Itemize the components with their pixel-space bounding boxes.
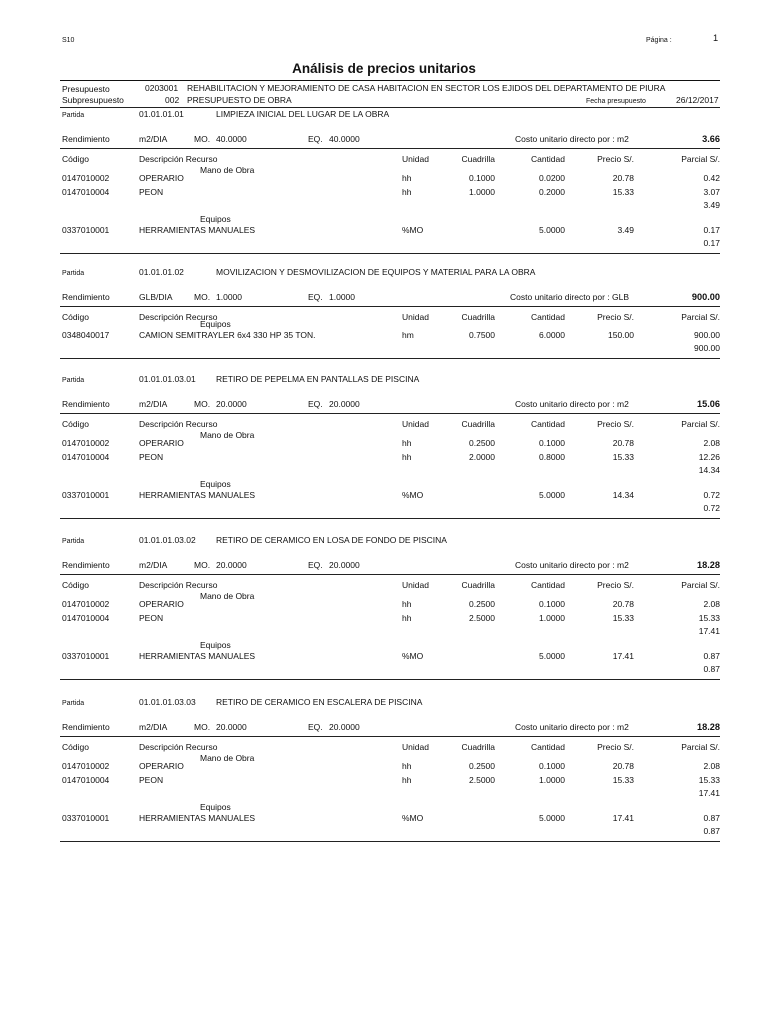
col-header-cantidad: Cantidad (530, 312, 565, 322)
resource-code: 0337010001 (62, 651, 110, 661)
col-header-descripcion: Descripción Recurso (139, 419, 218, 429)
mo-label: MO. (194, 722, 211, 732)
resource-description: PEON (139, 774, 164, 785)
resource-code: 0348040017 (62, 330, 110, 340)
col-header-precio: Precio S/. (597, 580, 634, 590)
col-header-parcial: Parcial S/. (681, 419, 720, 429)
resource-description: PEON (139, 451, 164, 462)
rendimiento-unit: m2/DIA (139, 134, 168, 144)
col-header-unidad: Unidad (402, 419, 429, 429)
resource-unit: hh (402, 774, 412, 785)
mano-obra-total: 17.41 (698, 788, 720, 798)
resource-code: 0147010004 (62, 774, 110, 785)
costo-directo-value: 900.00 (691, 292, 720, 302)
col-header-unidad: Unidad (402, 580, 429, 590)
resource-description: HERRAMIENTAS MANUALES (139, 225, 256, 235)
partida-name: RETIRO DE CERAMICO EN ESCALERA DE PISCINA (216, 697, 423, 707)
eq-value: 20.0000 (329, 560, 360, 570)
resource-cantidad: 1.0000 (539, 774, 565, 785)
resource-precio: 20.78 (612, 438, 634, 448)
resource-precio: 150.00 (608, 330, 634, 340)
page-number: 1 (713, 33, 719, 43)
group-mano-de-obra: Mano de Obra (200, 165, 255, 175)
resource-cantidad: 1.0000 (539, 612, 565, 623)
resource-unit: hh (402, 438, 412, 448)
resource-cuadrilla: 0.7500 (469, 330, 495, 340)
mano-obra-total: 3.49 (703, 200, 720, 210)
col-header-codigo: Código (62, 580, 89, 590)
col-header-cuadrilla: Cuadrilla (461, 419, 495, 429)
partida-end-rule (60, 253, 720, 254)
resource-cantidad: 0.2000 (539, 186, 565, 197)
eq-label: EQ. (308, 560, 323, 570)
resource-cuadrilla: 1.0000 (469, 186, 495, 197)
resource-cantidad: 0.1000 (539, 761, 565, 771)
group-equipos: Equipos (200, 319, 231, 329)
col-header-cuadrilla: Cuadrilla (461, 580, 495, 590)
costo-directo-value: 3.66 (702, 134, 720, 144)
resource-code: 0337010001 (62, 813, 110, 823)
resource-parcial: 3.07 (703, 186, 720, 197)
fecha-value: 26/12/2017 (676, 95, 719, 105)
resource-precio: 3.49 (617, 225, 634, 235)
partida-label: Partida (62, 538, 85, 545)
resource-parcial: 0.17 (703, 225, 720, 235)
page-label: Página : (646, 37, 672, 44)
resource-parcial: 900.00 (694, 330, 720, 340)
header-bottom-rule (60, 107, 720, 108)
resource-precio: 17.41 (612, 651, 634, 661)
costo-directo-value: 15.06 (697, 399, 720, 409)
col-header-cuadrilla: Cuadrilla (461, 154, 495, 164)
resource-precio: 15.33 (612, 451, 634, 462)
eq-label: EQ. (308, 134, 323, 144)
resource-cantidad: 0.0200 (539, 173, 565, 183)
resource-cantidad: 5.0000 (539, 813, 565, 823)
resource-unit: hh (402, 761, 412, 771)
resource-code: 0337010001 (62, 490, 110, 500)
col-header-codigo: Código (62, 154, 89, 164)
resource-cantidad: 6.0000 (539, 330, 565, 340)
col-header-precio: Precio S/. (597, 154, 634, 164)
partida-label: Partida (62, 377, 85, 384)
col-header-cantidad: Cantidad (530, 419, 565, 429)
partida-end-rule (60, 679, 720, 680)
subpresupuesto-name: PRESUPUESTO DE OBRA (187, 95, 292, 105)
partida-label: Partida (62, 112, 85, 119)
resource-code: 0337010001 (62, 225, 110, 235)
col-header-codigo: Código (62, 742, 89, 752)
col-header-codigo: Código (62, 312, 89, 322)
col-header-unidad: Unidad (402, 312, 429, 322)
resource-code: 0147010004 (62, 451, 110, 462)
resource-parcial: 12.26 (698, 451, 720, 462)
group-mano-de-obra: Mano de Obra (200, 753, 255, 763)
resource-parcial: 0.72 (703, 490, 720, 500)
resource-unit: hh (402, 599, 412, 609)
mo-value: 20.0000 (216, 399, 247, 409)
resource-unit: hh (402, 186, 412, 197)
rendimiento-unit: m2/DIA (139, 399, 168, 409)
partida-divider (60, 148, 720, 149)
col-header-descripcion: Descripción Recurso (139, 312, 218, 322)
resource-cantidad: 0.8000 (539, 451, 565, 462)
resource-unit: %MO (402, 813, 424, 823)
col-header-cantidad: Cantidad (530, 154, 565, 164)
col-header-unidad: Unidad (402, 154, 429, 164)
resource-cantidad: 5.0000 (539, 651, 565, 661)
group-equipos: Equipos (200, 802, 231, 812)
partida-code: 01.01.01.02 (139, 267, 184, 277)
resource-unit: %MO (402, 490, 424, 500)
resource-cuadrilla: 2.5000 (469, 774, 495, 785)
equipos-total: 900.00 (694, 343, 720, 353)
resource-parcial: 0.87 (703, 813, 720, 823)
partida-code: 01.01.01.03.03 (139, 697, 196, 707)
mo-value: 1.0000 (216, 292, 242, 302)
equipos-total: 0.87 (703, 826, 720, 836)
costo-directo-label: Costo unitario directo por : m2 (515, 722, 629, 732)
resource-code: 0147010002 (62, 761, 110, 771)
resource-unit: hm (402, 330, 414, 340)
col-header-cuadrilla: Cuadrilla (461, 312, 495, 322)
resource-cantidad: 5.0000 (539, 490, 565, 500)
mo-label: MO. (194, 134, 211, 144)
col-header-parcial: Parcial S/. (681, 742, 720, 752)
mo-value: 20.0000 (216, 560, 247, 570)
resource-parcial: 2.08 (703, 438, 720, 448)
mo-value: 40.0000 (216, 134, 247, 144)
resource-description: OPERARIO (139, 599, 184, 609)
eq-label: EQ. (308, 399, 323, 409)
resource-cuadrilla: 0.2500 (469, 761, 495, 771)
resource-unit: %MO (402, 225, 424, 235)
resource-precio: 15.33 (612, 186, 634, 197)
resource-cantidad: 5.0000 (539, 225, 565, 235)
partida-divider (60, 736, 720, 737)
eq-value: 1.0000 (329, 292, 355, 302)
partida-name: RETIRO DE PEPELMA EN PANTALLAS DE PISCINA (216, 374, 420, 384)
col-header-parcial: Parcial S/. (681, 580, 720, 590)
resource-cantidad: 0.1000 (539, 599, 565, 609)
rendimiento-unit: m2/DIA (139, 560, 168, 570)
resource-cuadrilla: 2.0000 (469, 451, 495, 462)
col-header-precio: Precio S/. (597, 419, 634, 429)
eq-value: 20.0000 (329, 399, 360, 409)
resource-unit: hh (402, 173, 412, 183)
resource-parcial: 15.33 (698, 774, 720, 785)
col-header-descripcion: Descripción Recurso (139, 154, 218, 164)
mano-obra-total: 14.34 (698, 465, 720, 475)
resource-unit: hh (402, 612, 412, 623)
resource-parcial: 0.42 (703, 173, 720, 183)
rendimiento-label: Rendimiento (62, 560, 110, 570)
resource-precio: 20.78 (612, 599, 634, 609)
resource-description: CAMION SEMITRAYLER 6x4 330 HP 35 TON. (139, 330, 316, 340)
resource-parcial: 2.08 (703, 761, 720, 771)
partida-divider (60, 306, 720, 307)
resource-unit: hh (402, 451, 412, 462)
col-header-parcial: Parcial S/. (681, 312, 720, 322)
group-equipos: Equipos (200, 640, 231, 650)
resource-unit: %MO (402, 651, 424, 661)
resource-description: PEON (139, 612, 164, 623)
rendimiento-label: Rendimiento (62, 722, 110, 732)
subpresupuesto-label: Subpresupuesto (62, 95, 124, 105)
presupuesto-label: Presupuesto (62, 84, 110, 94)
resource-description: OPERARIO (139, 173, 184, 183)
resource-precio: 15.33 (612, 774, 634, 785)
col-header-unidad: Unidad (402, 742, 429, 752)
resource-code: 0147010004 (62, 186, 110, 197)
mo-label: MO. (194, 292, 211, 302)
resource-description: HERRAMIENTAS MANUALES (139, 651, 256, 661)
resource-cuadrilla: 0.2500 (469, 599, 495, 609)
resource-precio: 20.78 (612, 173, 634, 183)
col-header-codigo: Código (62, 419, 89, 429)
col-header-cuadrilla: Cuadrilla (461, 742, 495, 752)
group-equipos: Equipos (200, 214, 231, 224)
presupuesto-code: 0203001 (145, 83, 179, 93)
col-header-descripcion: Descripción Recurso (139, 580, 218, 590)
resource-description: HERRAMIENTAS MANUALES (139, 490, 256, 500)
mano-obra-total: 17.41 (698, 626, 720, 636)
resource-precio: 14.34 (612, 490, 634, 500)
costo-directo-value: 18.28 (697, 560, 720, 570)
resource-precio: 20.78 (612, 761, 634, 771)
col-header-parcial: Parcial S/. (681, 154, 720, 164)
col-header-descripcion: Descripción Recurso (139, 742, 218, 752)
rendimiento-unit: m2/DIA (139, 722, 168, 732)
col-header-cantidad: Cantidad (530, 742, 565, 752)
resource-precio: 15.33 (612, 612, 634, 623)
rendimiento-label: Rendimiento (62, 134, 110, 144)
partida-name: RETIRO DE CERAMICO EN LOSA DE FONDO DE PISCINA (216, 535, 447, 545)
partida-label: Partida (62, 270, 85, 277)
resource-description: OPERARIO (139, 438, 184, 448)
partida-end-rule (60, 841, 720, 842)
eq-label: EQ. (308, 292, 323, 302)
costo-directo-label: Costo unitario directo por : GLB (510, 292, 630, 302)
page-title: Análisis de precios unitarios (292, 61, 476, 76)
partida-end-rule (60, 518, 720, 519)
resource-code: 0147010002 (62, 173, 110, 183)
partida-name: LIMPIEZA INICIAL DEL LUGAR DE LA OBRA (216, 109, 390, 119)
rendimiento-unit: GLB/DIA (139, 292, 173, 302)
rendimiento-label: Rendimiento (62, 399, 110, 409)
equipos-total: 0.87 (703, 664, 720, 674)
costo-directo-label: Costo unitario directo por : m2 (515, 134, 629, 144)
resource-code: 0147010004 (62, 612, 110, 623)
eq-value: 20.0000 (329, 722, 360, 732)
resource-code: 0147010002 (62, 438, 110, 448)
partida-code: 01.01.01.01 (139, 109, 184, 119)
resource-code: 0147010002 (62, 599, 110, 609)
partida-label: Partida (62, 700, 85, 707)
resource-description: OPERARIO (139, 761, 184, 771)
mo-label: MO. (194, 560, 211, 570)
group-mano-de-obra: Mano de Obra (200, 591, 255, 601)
resource-cuadrilla: 0.2500 (469, 438, 495, 448)
partida-code: 01.01.01.03.02 (139, 535, 196, 545)
costo-directo-label: Costo unitario directo por : m2 (515, 399, 629, 409)
rendimiento-label: Rendimiento (62, 292, 110, 302)
resource-parcial: 0.87 (703, 651, 720, 661)
resource-description: HERRAMIENTAS MANUALES (139, 813, 256, 823)
costo-directo-value: 18.28 (697, 722, 720, 732)
partida-end-rule (60, 358, 720, 359)
resource-precio: 17.41 (612, 813, 634, 823)
fecha-label: Fecha presupuesto (586, 98, 646, 105)
subpresupuesto-code: 002 (165, 95, 180, 105)
header-rule (60, 80, 720, 81)
presupuesto-name: REHABILITACION Y MEJORAMIENTO DE CASA HABITACION EN SECTOR LOS EJIDOS DEL DEPARTAMENTO DE PIURA (187, 83, 666, 93)
eq-label: EQ. (308, 722, 323, 732)
resource-cuadrilla: 0.1000 (469, 173, 495, 183)
costo-directo-label: Costo unitario directo por : m2 (515, 560, 629, 570)
resource-cantidad: 0.1000 (539, 438, 565, 448)
equipos-total: 0.17 (703, 238, 720, 248)
group-mano-de-obra: Mano de Obra (200, 430, 255, 440)
eq-value: 40.0000 (329, 134, 360, 144)
equipos-total: 0.72 (703, 503, 720, 513)
resource-parcial: 2.08 (703, 599, 720, 609)
col-header-precio: Precio S/. (597, 312, 634, 322)
partida-divider (60, 413, 720, 414)
partida-code: 01.01.01.03.01 (139, 374, 196, 384)
col-header-cantidad: Cantidad (530, 580, 565, 590)
mo-label: MO. (194, 399, 211, 409)
group-equipos: Equipos (200, 479, 231, 489)
partida-divider (60, 574, 720, 575)
resource-parcial: 15.33 (698, 612, 720, 623)
resource-cuadrilla: 2.5000 (469, 612, 495, 623)
mo-value: 20.0000 (216, 722, 247, 732)
partida-name: MOVILIZACION Y DESMOVILIZACION DE EQUIPOS Y MATERIAL PARA LA OBRA (216, 267, 536, 277)
system-code: S10 (62, 37, 75, 44)
resource-description: PEON (139, 186, 164, 197)
col-header-precio: Precio S/. (597, 742, 634, 752)
